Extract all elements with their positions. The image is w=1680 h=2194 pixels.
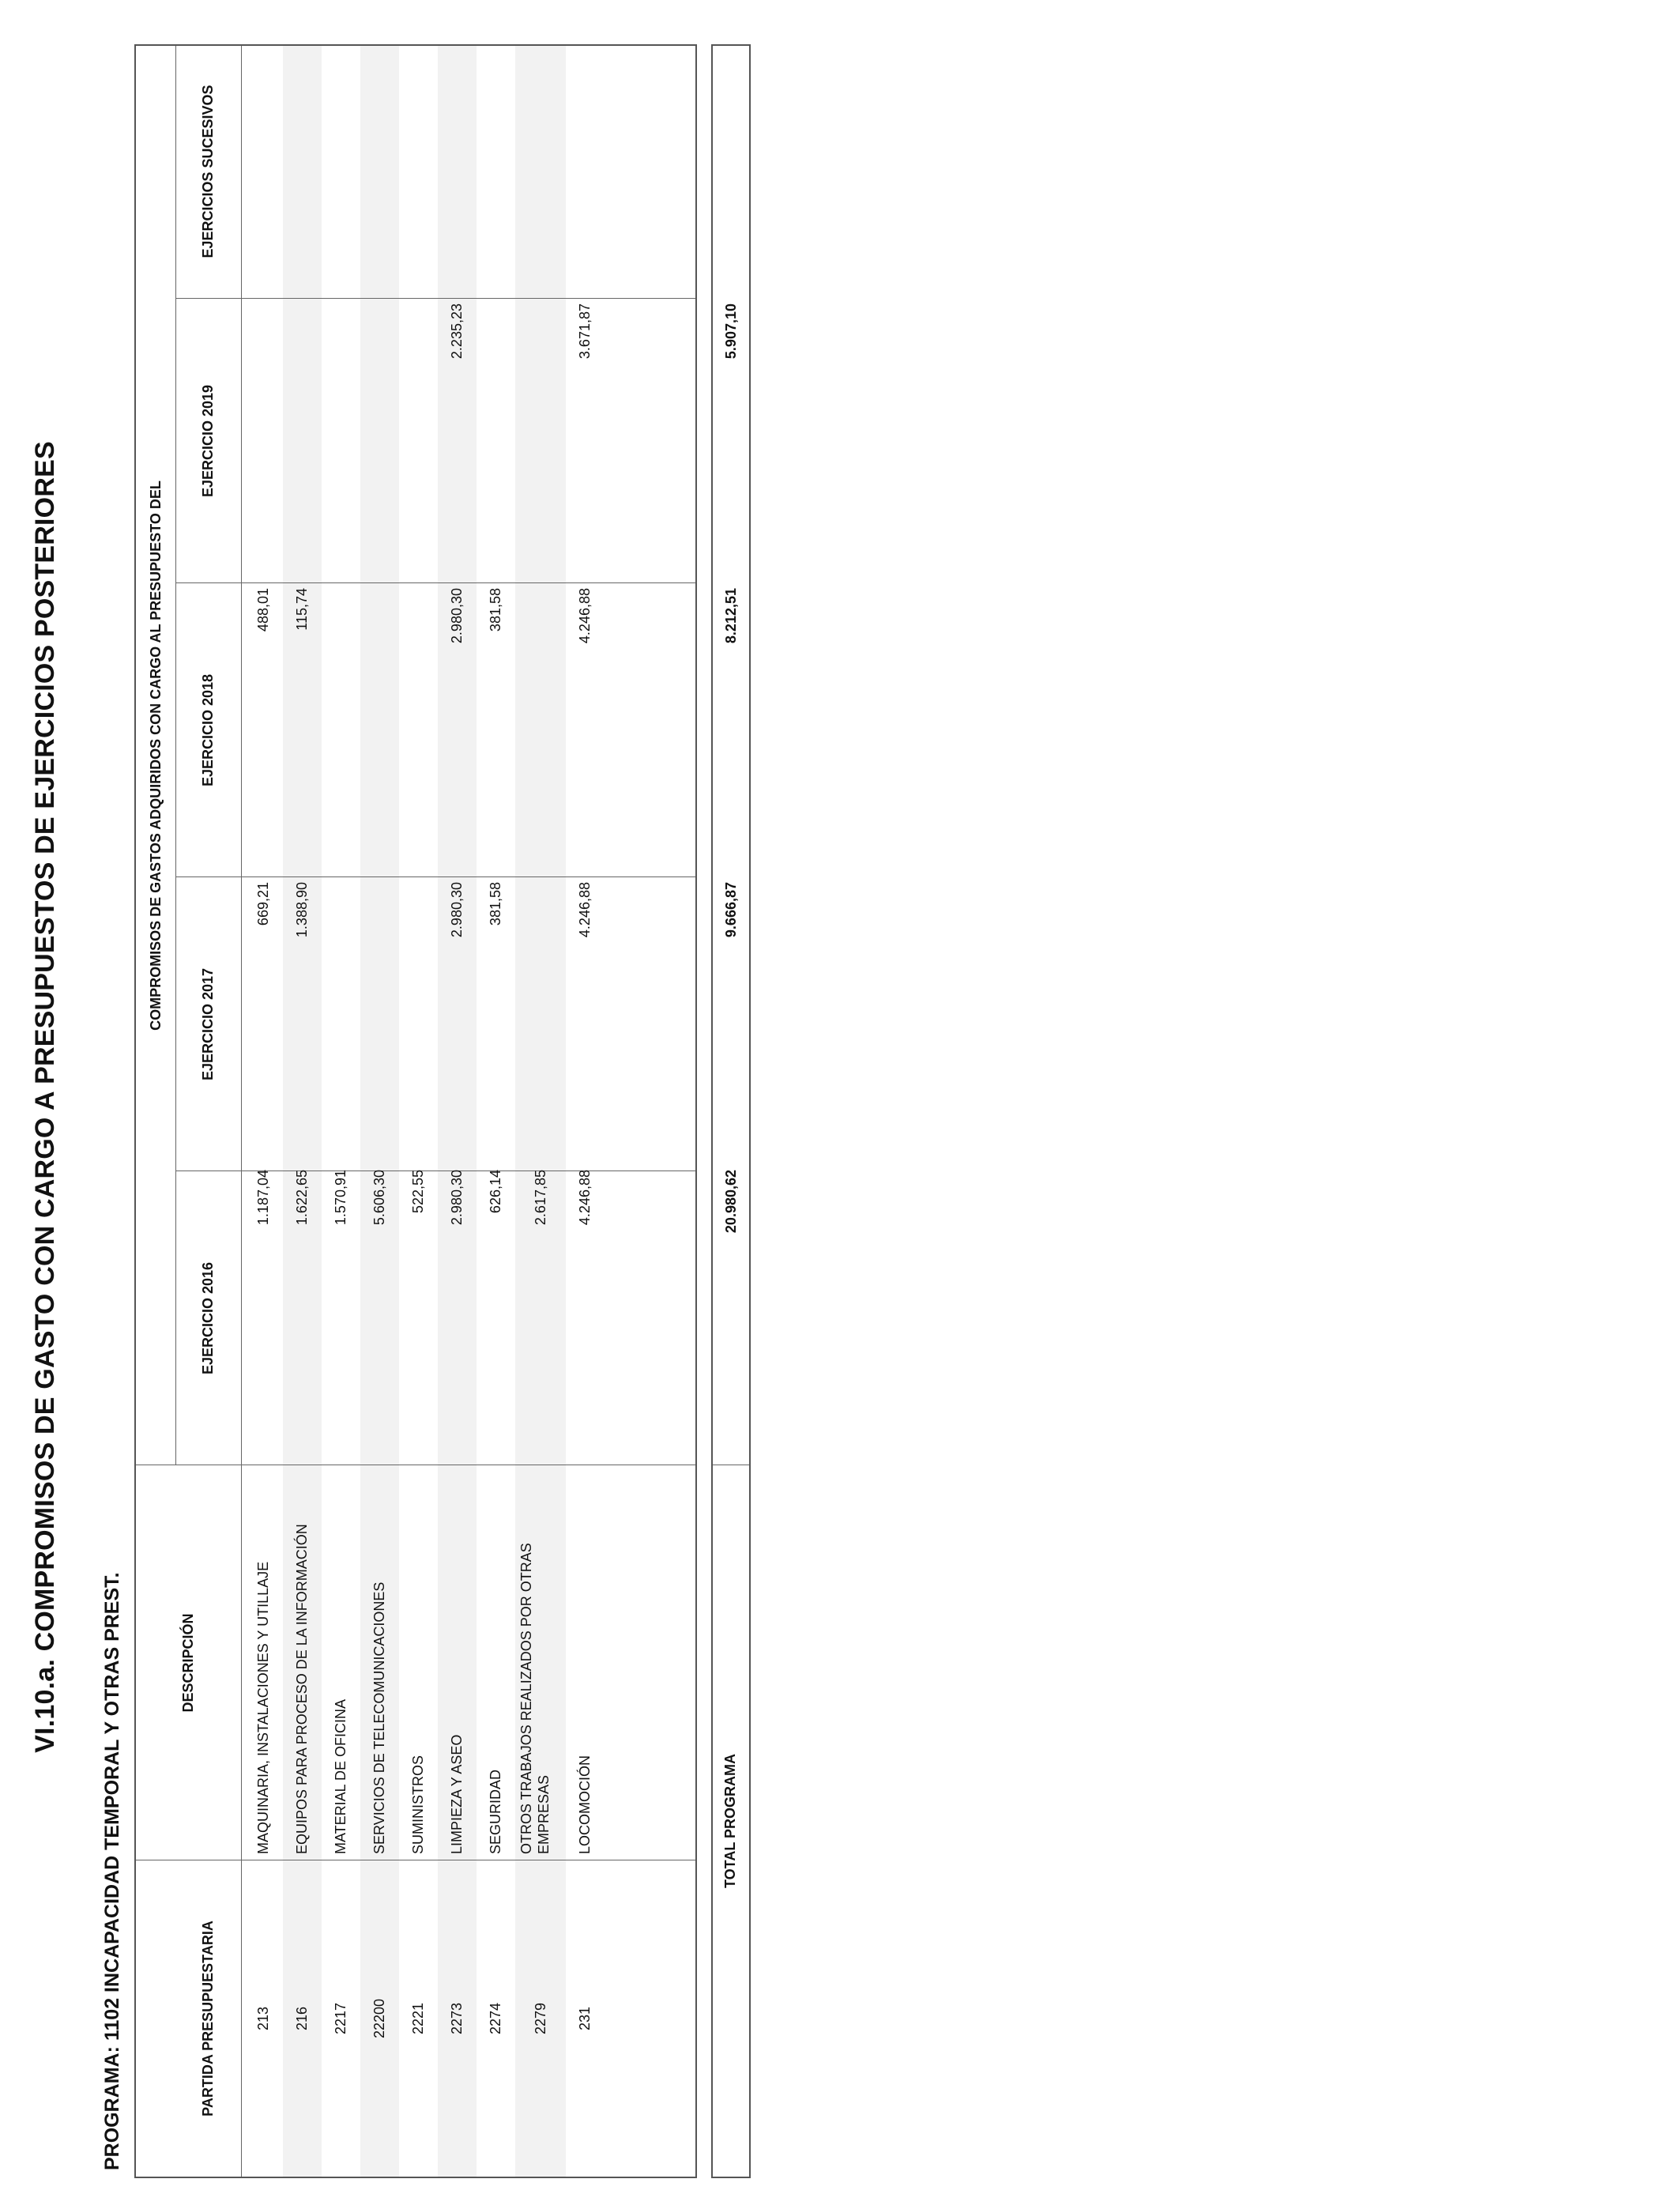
cell-partida: 22200 [371, 1998, 387, 2039]
cell-2018 [322, 583, 360, 877]
cell-descripcion: SUMINISTROS [409, 1755, 426, 1854]
total-label: TOTAL PROGRAMA [722, 1754, 739, 1888]
header-ejercicios-sucesivos: EJERCICIOS SUCESIVOS [200, 85, 217, 258]
cell-2018: 488,01 [255, 588, 271, 632]
cell-sucesivos [515, 44, 566, 299]
cell-partida: 2274 [488, 2002, 503, 2035]
table-row [360, 46, 399, 2177]
header-ejercicio-2018: EJERCICIO 2018 [200, 673, 217, 787]
table-row [399, 46, 438, 2177]
cell-2017 [399, 877, 438, 1171]
cell-sucesivos [399, 44, 438, 299]
cell-2016: 522,55 [410, 1170, 426, 1214]
table-row [515, 46, 566, 2177]
cell-2017: 669,21 [255, 882, 271, 926]
cell-partida: 2273 [449, 2002, 465, 2035]
cell-partida: 2221 [410, 2002, 426, 2035]
header-ejercicio-2017: EJERCICIO 2017 [200, 967, 217, 1081]
cell-2018: 115,74 [294, 588, 310, 631]
cell-partida: 2217 [333, 2002, 348, 2035]
cell-2016: 2.617,85 [532, 1170, 548, 1226]
cell-2016: 626,14 [488, 1170, 503, 1214]
cell-partida: 213 [255, 2006, 271, 2031]
total-2018: 8.212,51 [722, 588, 739, 644]
cell-2019 [360, 299, 399, 583]
cell-descripcion: SERVICIOS DE TELECOMUNICACIONES [371, 1581, 387, 1854]
header-ejercicio-2019: EJERCICIO 2019 [200, 384, 217, 498]
cell-2017 [360, 877, 399, 1171]
cell-2019: 2.235,23 [449, 303, 465, 360]
cell-descripcion: SEGURIDAD [487, 1769, 503, 1854]
total-row [711, 44, 751, 2178]
header-divider [241, 46, 242, 2177]
document-title: VI.10.a. COMPROMISOS DE GASTO CON CARGO A PRESUPUESTOS DE EJERCICIOS POSTERIORES [30, 441, 60, 1753]
cell-2019 [244, 299, 283, 583]
total-2016: 20.980,62 [722, 1170, 739, 1234]
cell-descripcion: OTROS TRABAJOS REALIZADOS POR OTRAS EMPRESAS [518, 1543, 552, 1854]
cell-2019 [399, 299, 438, 583]
programa-label: PROGRAMA: 1102 INCAPACIDAD TEMPORAL Y OTRAS PREST. [101, 1572, 123, 2170]
cell-2018: 4.246,88 [577, 588, 593, 644]
header-group: COMPROMISOS DE GASTOS ADQUIRIDOS CON CARGO AL PRESUPUESTO DEL [147, 481, 164, 1031]
total-2017: 9.666,87 [722, 882, 739, 938]
cell-2019 [477, 299, 515, 583]
cell-2016: 1.622,65 [294, 1170, 310, 1226]
cell-2017: 4.246,88 [577, 882, 593, 938]
cell-2017 [322, 877, 360, 1171]
total-sucesivos [713, 44, 749, 299]
cell-2019: 3.671,87 [577, 303, 593, 360]
cell-sucesivos [438, 44, 477, 299]
table-row [566, 46, 605, 2177]
table-row [244, 46, 283, 2177]
cell-2016: 5.606,30 [371, 1170, 387, 1226]
header-partida: PARTIDA PRESUPUESTARIA [200, 1921, 217, 2117]
cell-2016: 1.570,91 [333, 1170, 348, 1226]
cell-2018: 2.980,30 [449, 588, 465, 644]
table-row [322, 46, 360, 2177]
cell-descripcion: MAQUINARIA, INSTALACIONES Y UTILLAJE [254, 1561, 271, 1854]
header-ejercicio-2016: EJERCICIO 2016 [200, 1261, 217, 1375]
cell-2018 [360, 583, 399, 877]
cell-2019 [515, 299, 566, 583]
table-row [477, 46, 515, 2177]
header-descripcion: DESCRIPCIÓN [180, 1613, 197, 1713]
cell-descripcion: EQUIPOS PARA PROCESO DE LA INFORMACIÓN [293, 1524, 310, 1854]
cell-2017 [515, 877, 566, 1171]
cell-2018 [399, 583, 438, 877]
cell-2017: 1.388,90 [294, 882, 310, 938]
cell-descripcion: LIMPIEZA Y ASEO [448, 1734, 465, 1854]
table-row [438, 46, 477, 2177]
total-2019: 5.907,10 [722, 303, 739, 360]
cell-sucesivos [360, 44, 399, 299]
cell-partida: 2279 [532, 2002, 548, 2035]
cell-sucesivos [477, 44, 515, 299]
cell-sucesivos [322, 44, 360, 299]
cell-2016: 1.187,04 [255, 1170, 271, 1226]
cell-2018 [515, 583, 566, 877]
cell-sucesivos [283, 44, 322, 299]
cell-2016: 4.246,88 [577, 1170, 593, 1226]
cell-2017: 381,58 [488, 882, 503, 926]
table-row [283, 46, 322, 2177]
commitments-table [134, 44, 697, 2178]
cell-2017: 2.980,30 [449, 882, 465, 938]
cell-2018: 381,58 [488, 588, 503, 632]
cell-2016: 2.980,30 [449, 1170, 465, 1226]
cell-sucesivos [244, 44, 283, 299]
cell-sucesivos [566, 44, 605, 299]
cell-partida: 231 [577, 2006, 593, 2031]
cell-partida: 216 [294, 2006, 310, 2031]
cell-descripcion: LOCOMOCIÓN [576, 1755, 593, 1854]
cell-2019 [322, 299, 360, 583]
cell-2019 [283, 299, 322, 583]
cell-descripcion: MATERIAL DE OFICINA [332, 1698, 348, 1854]
